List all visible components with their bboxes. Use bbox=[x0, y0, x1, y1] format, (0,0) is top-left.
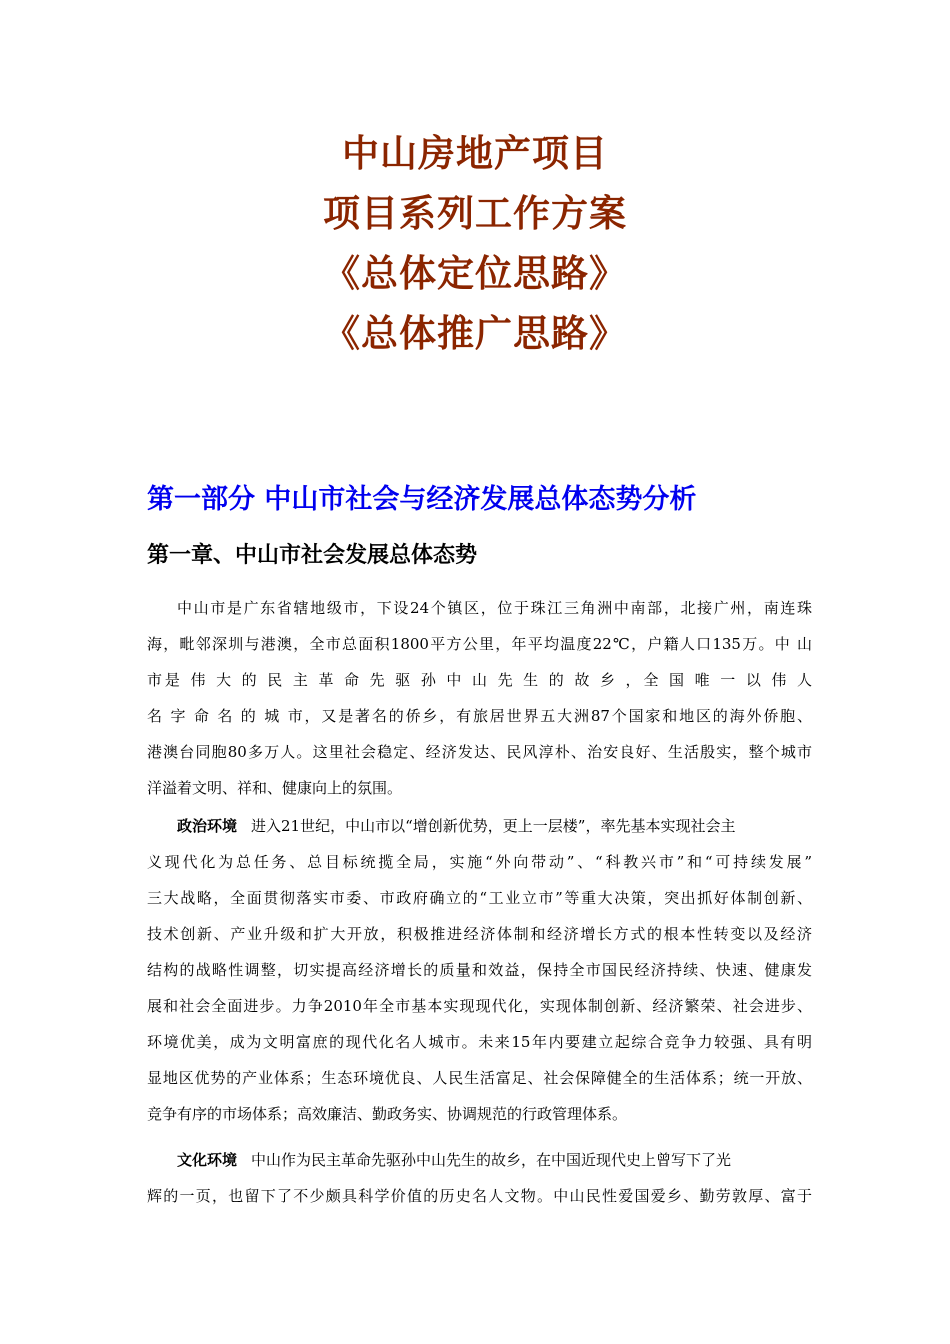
paragraph-line: 展和社会全面进步。力争2010年全市基本实现现代化，实现体制创新、经济繁荣、社会进步、 bbox=[147, 997, 812, 1015]
paragraph-line: 名 字 命 名 的 城 市，又是著名的侨乡，有旅居世界五大洲87个国家和地区的海外侨胞、 bbox=[147, 707, 812, 725]
paragraph-text: 进入21世纪，中山市以“增创新优势，更上一层楼”，率先基本实现社会主 bbox=[251, 817, 736, 835]
title-line-4: 《总体推广思路》 bbox=[323, 312, 627, 355]
part-heading: 第一部分 中山市社会与经济发展总体态势分析 bbox=[147, 484, 697, 515]
paragraph-line: 洋溢着文明、祥和、健康向上的氛围。 bbox=[147, 779, 403, 797]
title-line-1: 中山房地产项目 bbox=[342, 132, 608, 175]
paragraph-line: 中山市是广东省辖地级市，下设24个镇区，位于珠江三角洲中南部，北接广州，南连珠 bbox=[177, 599, 812, 617]
title-line-3: 《总体定位思路》 bbox=[323, 252, 627, 295]
paragraph-intro bbox=[147, 590, 812, 806]
paragraph-politics bbox=[147, 808, 812, 1132]
chapter-heading: 第一章、中山市社会发展总体态势 bbox=[147, 543, 478, 568]
paragraph-line: 竞争有序的市场体系；高效廉洁、勤政务实、协调规范的行政管理体系。 bbox=[147, 1105, 628, 1123]
document-title bbox=[0, 124, 950, 364]
paragraph-line: 三大战略，全面贯彻落实市委、市政府确立的“工业立市”等重大决策，突出抓好体制创新、 bbox=[147, 889, 812, 907]
paragraph-line: 义现代化为总任务、总目标统揽全局，实施“外向带动”、“科教兴市”和“可持续发展” bbox=[147, 853, 812, 871]
paragraph-line: 显地区优势的产业体系；生态环境优良、人民生活富足、社会保障健全的生活体系；统一开放、 bbox=[147, 1069, 812, 1087]
title-line-2: 项目系列工作方案 bbox=[323, 192, 627, 235]
paragraph-first-line bbox=[147, 1142, 812, 1178]
paragraph-line: 环境优美，成为文明富庶的现代化名人城市。未来15年内要建立起综合竞争力较强、具有明 bbox=[147, 1033, 812, 1051]
paragraph-line: 结构的战略性调整，切实提高经济增长的质量和效益，保持全市国民经济持续、快速、健康发 bbox=[147, 961, 812, 979]
paragraph-line: 技术创新、产业升级和扩大开放，积极推进经济体制和经济增长方式的根本性转变以及经济 bbox=[147, 925, 812, 943]
paragraph-line: 辉的一页，也留下了不少颇具科学价值的历史名人文物。中山民性爱国爱乡、勤劳敦厚、富于 bbox=[147, 1187, 812, 1205]
paragraph-culture bbox=[147, 1142, 812, 1214]
paragraph-text: 中山作为民主革命先驱孙中山先生的故乡，在中国近现代史上曾写下了光 bbox=[251, 1151, 732, 1169]
paragraph-line: 市是 伟 大 的 民 主 革 命 先 驱 孙 中 山 先 生 的 故 乡 ，全 国 唯 一 以 伟 人 bbox=[147, 671, 812, 689]
section-label: 政治环境 bbox=[177, 817, 238, 835]
paragraph-line: 港澳台同胞80多万人。这里社会稳定、经济发达、民风淳朴、治安良好、生活殷实，整个城市 bbox=[147, 743, 812, 761]
paragraph-line: 海，毗邻深圳与港澳，全市总面积1800平方公里，年平均温度22℃，户籍人口135万。中 山 bbox=[147, 635, 812, 653]
section-label: 文化环境 bbox=[177, 1151, 238, 1169]
paragraph-first-line bbox=[147, 808, 812, 844]
